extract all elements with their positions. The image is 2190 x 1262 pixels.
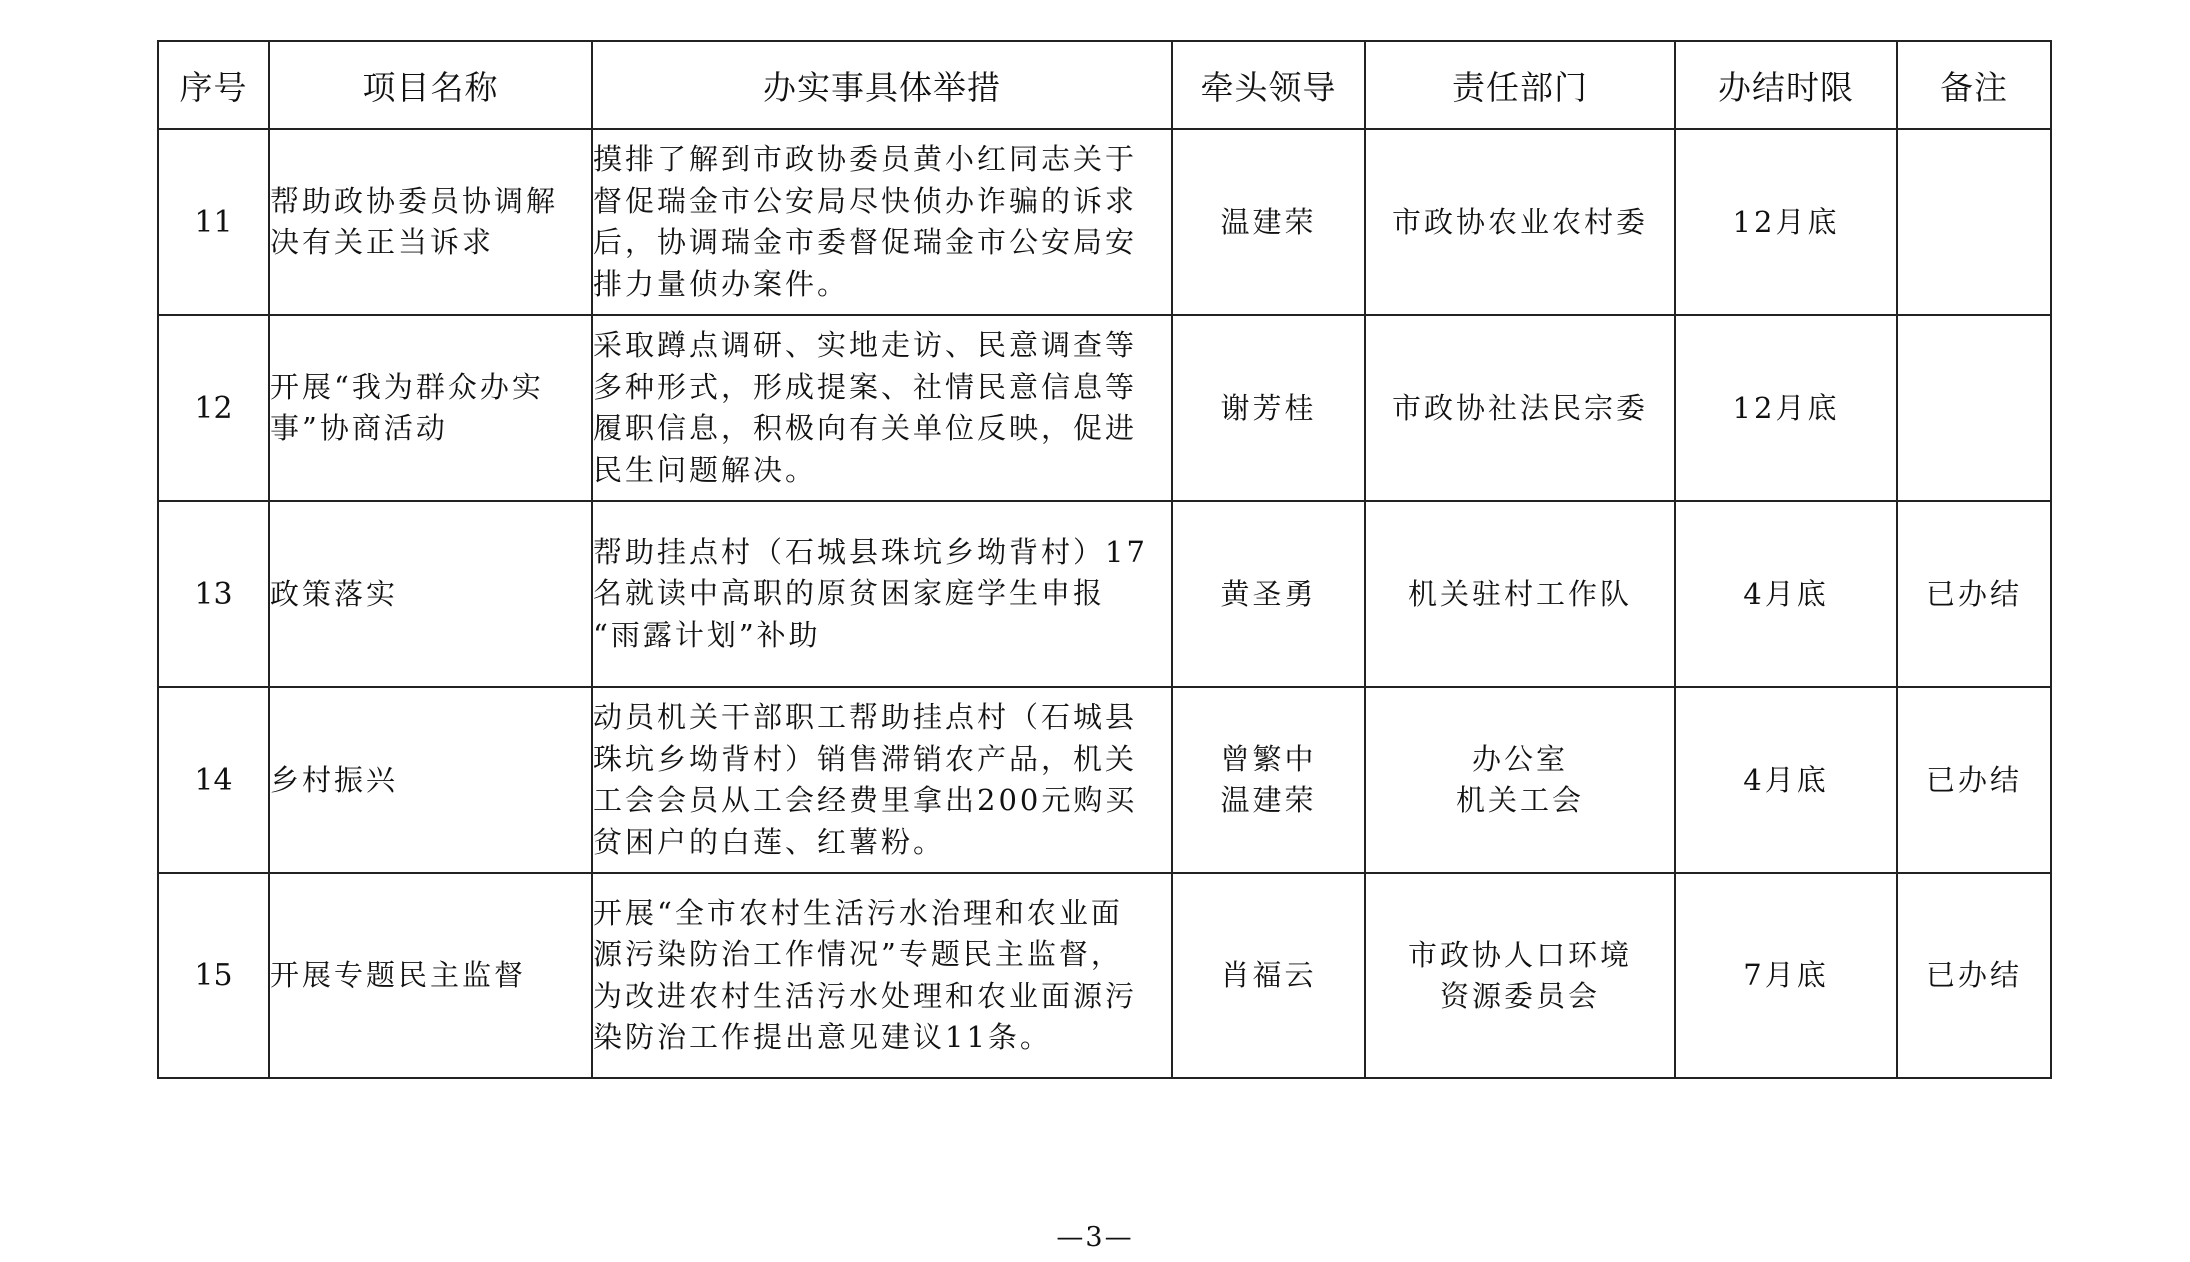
measure-line: 帮助挂点村（石城县珠坑乡坳背村）17 xyxy=(593,534,1148,569)
row-department xyxy=(1365,129,1675,315)
measure-line: 排力量侦办案件。 xyxy=(593,266,850,301)
row-department xyxy=(1365,315,1675,501)
measure-line: 名就读中高职的原贫困家庭学生申报 xyxy=(593,576,1106,611)
table-row xyxy=(158,501,2051,687)
name-line: 开展“我为群众办实 xyxy=(270,370,544,404)
row-measure xyxy=(592,129,1172,315)
table-row xyxy=(158,129,2051,315)
leader-line: 曾繁中 xyxy=(1220,742,1317,776)
row-seq: 14 xyxy=(158,687,269,873)
name-line: 事”协商活动 xyxy=(270,411,448,445)
header-row xyxy=(158,41,2051,129)
leader-line: 黄圣勇 xyxy=(1220,576,1317,611)
measure-line: 动员机关干部职工帮助挂点村（石城县 xyxy=(593,700,1138,734)
name-line: 开展专题民主监督 xyxy=(270,958,527,992)
header-deadline: 办结时限 xyxy=(1675,41,1897,129)
header-department: 责任部门 xyxy=(1365,41,1675,129)
department-line: 办公室 xyxy=(1471,742,1568,776)
name-line: 乡村振兴 xyxy=(270,762,399,797)
department-line: 机关驻村工作队 xyxy=(1407,576,1632,611)
header-project-name: 项目名称 xyxy=(269,41,592,129)
measure-line: 民生问题解决。 xyxy=(593,452,818,487)
row-note xyxy=(1897,129,2051,315)
page-number: —3— xyxy=(1056,1222,1134,1253)
measure-line: 督促瑞金市公安局尽快侦办诈骗的诉求 xyxy=(593,183,1138,218)
row-note xyxy=(1897,315,2051,501)
row-department xyxy=(1365,687,1675,873)
department-line: 市政协社法民宗委 xyxy=(1391,390,1648,425)
measure-line: 开展“全市农村生活污水治理和农业面 xyxy=(593,895,1123,930)
name-line: 帮助政协委员协调解 xyxy=(270,184,559,218)
measure-line: 履职信息，积极向有关单位反映，促进 xyxy=(593,411,1138,445)
row-measure xyxy=(592,315,1172,501)
row-project-name xyxy=(269,873,592,1078)
header-measures: 办实事具体举措 xyxy=(592,41,1172,129)
measure-line: 多种形式，形成提案、社情民意信息等 xyxy=(593,369,1138,404)
measure-line: “雨露计划”补助 xyxy=(593,617,821,652)
measure-line: 为改进农村生活污水处理和农业面源污 xyxy=(593,978,1138,1013)
table-row xyxy=(158,687,2051,873)
department-line: 资源委员会 xyxy=(1439,978,1600,1013)
name-line: 决有关正当诉求 xyxy=(270,225,495,259)
row-measure xyxy=(592,873,1172,1078)
table-row xyxy=(158,873,2051,1078)
row-project-name xyxy=(269,129,592,315)
measure-line: 染防治工作提出意见建议11条。 xyxy=(593,1020,1052,1054)
measure-line: 源污染防治工作情况”专题民主监督， xyxy=(593,937,1123,971)
leader-line: 温建荣 xyxy=(1220,783,1317,817)
task-table xyxy=(157,40,2052,1079)
row-project-name xyxy=(269,687,592,873)
row-project-name xyxy=(269,501,592,687)
measure-line: 摸排了解到市政协委员黄小红同志关于 xyxy=(593,142,1138,176)
row-deadline: 12月底 xyxy=(1675,129,1897,315)
row-seq: 12 xyxy=(158,315,269,501)
row-leader xyxy=(1172,873,1365,1078)
row-deadline: 12月底 xyxy=(1675,315,1897,501)
row-deadline: 4月底 xyxy=(1675,501,1897,687)
header-seq: 序号 xyxy=(158,41,269,129)
row-measure xyxy=(592,687,1172,873)
row-seq: 15 xyxy=(158,873,269,1078)
measure-line: 贫困户的白莲、红薯粉。 xyxy=(593,824,946,859)
department-line: 机关工会 xyxy=(1455,783,1584,817)
header-note: 备注 xyxy=(1897,41,2051,129)
department-line: 市政协人口环境 xyxy=(1407,937,1632,972)
measure-line: 后，协调瑞金市委督促瑞金市公安局安 xyxy=(593,225,1138,259)
row-seq: 13 xyxy=(158,501,269,687)
measure-line: 采取蹲点调研、实地走访、民意调查等 xyxy=(593,328,1138,362)
row-note: 已办结 xyxy=(1897,687,2051,873)
leader-line: 肖福云 xyxy=(1220,958,1317,992)
row-note: 已办结 xyxy=(1897,501,2051,687)
row-leader xyxy=(1172,129,1365,315)
row-department xyxy=(1365,873,1675,1078)
row-seq: 11 xyxy=(158,129,269,315)
row-deadline: 7月底 xyxy=(1675,873,1897,1078)
name-line: 政策落实 xyxy=(270,576,399,611)
row-leader xyxy=(1172,315,1365,501)
department-line: 市政协农业农村委 xyxy=(1391,204,1648,239)
table-row xyxy=(158,315,2051,501)
measure-line: 工会会员从工会经费里拿出200元购买 xyxy=(593,783,1138,817)
row-deadline: 4月底 xyxy=(1675,687,1897,873)
header-leader: 牵头领导 xyxy=(1172,41,1365,129)
row-project-name xyxy=(269,315,592,501)
row-note: 已办结 xyxy=(1897,873,2051,1078)
leader-line: 谢芳桂 xyxy=(1220,390,1317,425)
row-measure xyxy=(592,501,1172,687)
row-leader xyxy=(1172,687,1365,873)
leader-line: 温建荣 xyxy=(1220,204,1317,239)
row-department xyxy=(1365,501,1675,687)
measure-line: 珠坑乡坳背村）销售滞销农产品，机关 xyxy=(593,741,1138,776)
row-leader xyxy=(1172,501,1365,687)
